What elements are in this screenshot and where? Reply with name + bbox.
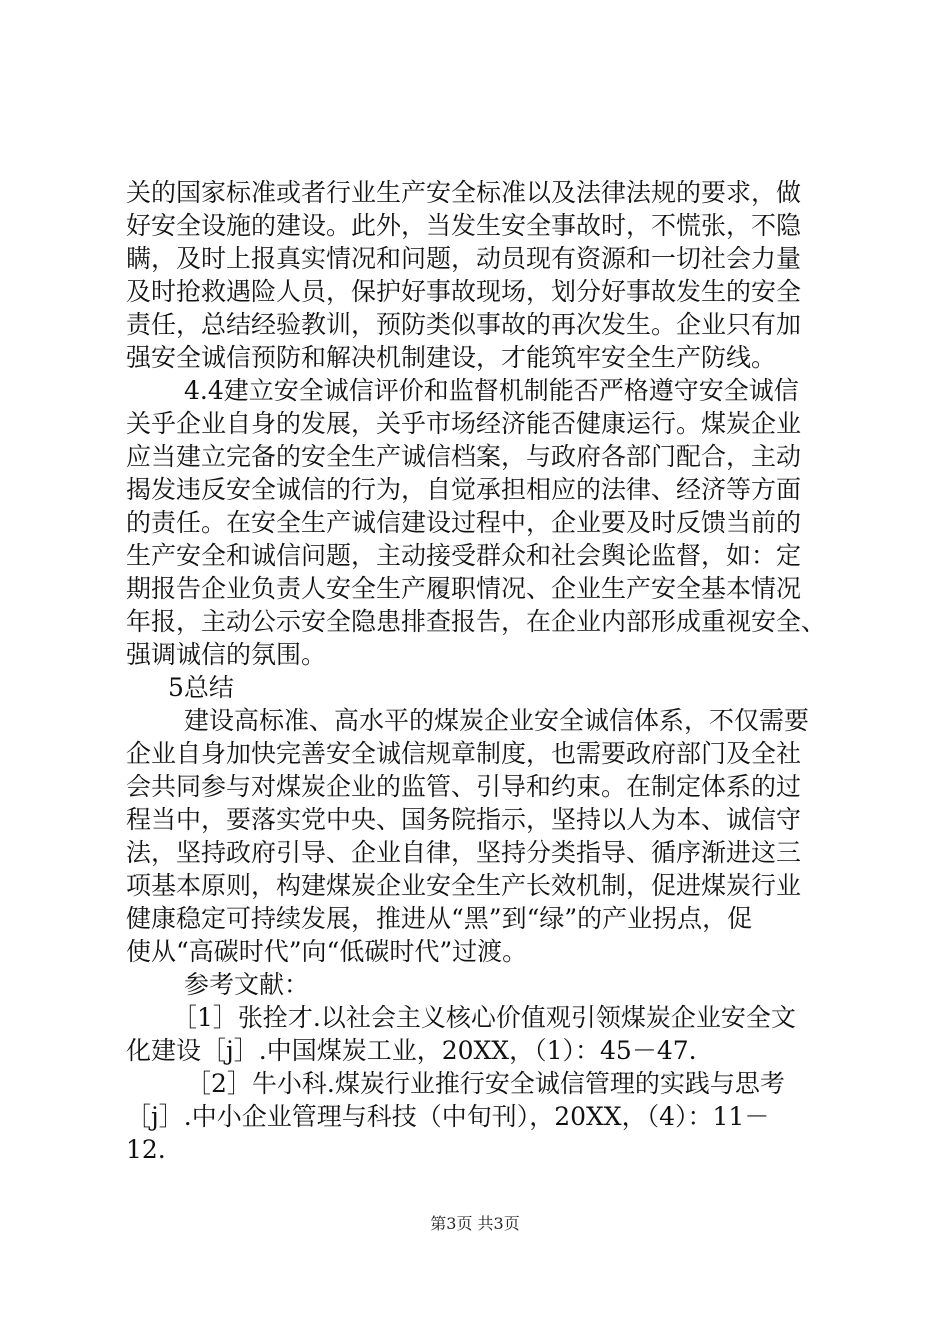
- references-heading: 参考文献：: [184, 970, 310, 999]
- reference-item-1: ［1］张拴才.以社会主义核心价值观引领煤炭企业安全文: [172, 1003, 796, 1032]
- body-text-line: 期报告企业负责人安全生产履职情况、企业生产安全基本情况: [126, 574, 802, 603]
- reference-item-2: ［2］牛小科.煤炭行业推行安全诚信管理的实践与思考: [186, 1069, 785, 1098]
- body-text-line: 企业自身加快完善安全诚信规章制度，也需要政府部门及全社: [126, 739, 802, 768]
- body-text-line: 的责任。在安全生产诚信建设过程中，企业要及时反馈当前的: [126, 508, 802, 537]
- body-text-line: 揭发违反安全诚信的行为，自觉承担相应的法律、经济等方面: [126, 475, 802, 504]
- body-text-line: 年报，主动公示安全隐患排查报告，在企业内部形成重视安全、: [126, 607, 827, 636]
- body-text-line: 健康稳定可持续发展，推进从“黑”到“绿”的产业拐点，促: [126, 904, 753, 933]
- section-heading-summary: 5总结: [168, 673, 234, 702]
- body-text-line: 强调诚信的氛围。: [126, 640, 327, 669]
- page-number-footer: 第3页 共3页: [430, 1214, 520, 1233]
- section-heading-4-4: 4.4建立安全诚信评价和监督机制能否严格遵守安全诚信: [184, 376, 799, 405]
- body-text-line: 及时抢救遇险人员，保护好事故现场，划分好事故发生的安全: [126, 277, 802, 306]
- body-text-line: 使从“高碳时代”向“低碳时代”过渡。: [126, 937, 528, 966]
- body-text-line: 建设高标准、高水平的煤炭企业安全诚信体系，不仅需要: [184, 706, 810, 735]
- body-text-line: 瞒，及时上报真实情况和问题，动员现有资源和一切社会力量: [126, 244, 802, 273]
- reference-item-2-continued: ［j］.中小企业管理与科技（中旬刊），20XX，（4）：11－: [126, 1102, 770, 1131]
- body-text-line: 关的国家标准或者行业生产安全标准以及法律法规的要求，做: [126, 178, 802, 207]
- body-text-line: 项基本原则，构建煤炭企业安全生产长效机制，促进煤炭行业: [126, 871, 802, 900]
- reference-item-2-continued: 12.: [126, 1135, 166, 1164]
- reference-item-1-continued: 化建设［j］.中国煤炭工业，20XX，（1）：45－47.: [126, 1036, 697, 1065]
- body-text-line: 会共同参与对煤炭企业的监管、引导和约束。在制定体系的过: [126, 772, 802, 801]
- body-text-line: 责任，总结经验教训，预防类似事故的再次发生。企业只有加: [126, 310, 802, 339]
- body-text-line: 强安全诚信预防和解决机制建设，才能筑牢安全生产防线。: [126, 343, 777, 372]
- body-text-line: 应当建立完备的安全生产诚信档案，与政府各部门配合，主动: [126, 442, 802, 471]
- body-text-line: 生产安全和诚信问题，主动接受群众和社会舆论监督，如：定: [126, 541, 802, 570]
- body-text-line: 关乎企业自身的发展，关乎市场经济能否健康运行。煤炭企业: [126, 409, 802, 438]
- body-text-line: 好安全设施的建设。此外，当发生安全事故时，不慌张，不隐: [126, 211, 802, 240]
- body-text-line: 法，坚持政府引导、企业自律，坚持分类指导、循序渐进这三: [126, 838, 802, 867]
- body-text-line: 程当中，要落实党中央、国务院指示，坚持以人为本、诚信守: [126, 805, 802, 834]
